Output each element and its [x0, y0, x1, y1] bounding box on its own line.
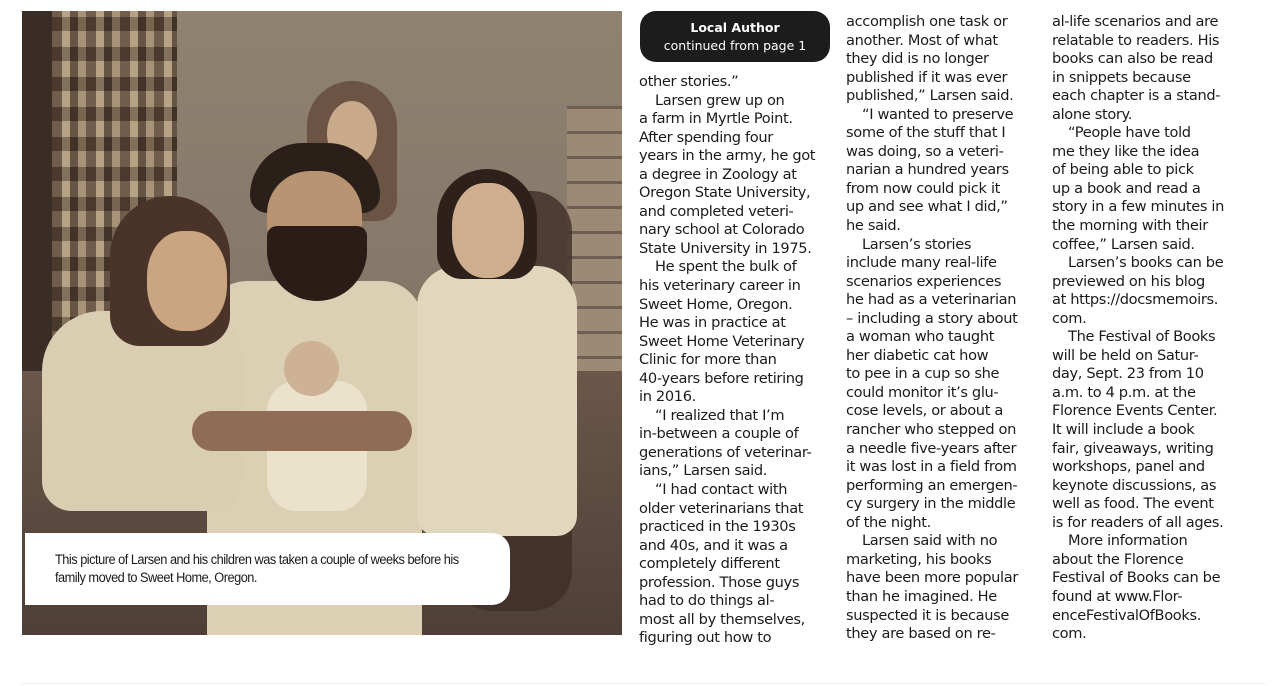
continuation-header	[640, 11, 830, 62]
article-line: a needle five-years after	[846, 439, 1017, 457]
article-line: Larsen’s stories	[862, 235, 972, 253]
article-line: rancher who stepped on	[846, 421, 1017, 439]
article-line: State University in 1975.	[639, 239, 812, 257]
article-line: about the Florence	[1052, 550, 1184, 568]
article-line: day, Sept. 23 from 10	[1052, 365, 1204, 383]
article-line: than he imagined. He	[846, 587, 997, 605]
article-line: completely different	[639, 555, 780, 573]
article-line: profession. Those guys	[639, 573, 800, 591]
article-line: he said.	[846, 217, 901, 235]
article-line: marketing, his books	[846, 550, 992, 568]
photo-father-arm	[192, 411, 412, 451]
article-line: have been more popular	[846, 569, 1018, 587]
article-line: will be held on Satur-	[1052, 346, 1199, 364]
article-line: to pee in a cup so she	[846, 365, 1000, 383]
article-line: of the night.	[846, 513, 931, 531]
article-line: com.	[1052, 309, 1087, 327]
article-line: me they like the idea	[1052, 142, 1200, 160]
article-line: suspected it is because	[846, 606, 1010, 624]
article-line: “People have told	[1068, 124, 1191, 142]
article-line: up and see what I did,”	[846, 198, 1008, 216]
section-label: Local Author	[690, 20, 780, 35]
article-line: in snippets because	[1052, 68, 1191, 86]
article-line: He was in practice at	[639, 314, 786, 332]
article-line: had to do things al-	[639, 592, 775, 610]
article-line: Florence Events Center.	[1052, 402, 1218, 420]
article-line: could monitor it’s glu-	[846, 383, 999, 401]
article-line: Larsen grew up on	[655, 91, 785, 109]
article-line: practiced in the 1930s	[639, 518, 796, 536]
article-line: they are based on re-	[846, 625, 996, 643]
caption-line: This picture of Larsen and his children was taken a couple of weeks before his	[55, 552, 459, 568]
photo-baby-face	[284, 341, 339, 396]
article-line: generations of veterinar-	[639, 443, 812, 461]
article-line: the morning with their	[1052, 217, 1208, 235]
article-line: found at www.Flor-	[1052, 587, 1183, 605]
article-line: al-life scenarios and are	[1052, 13, 1219, 30]
photo-caption-box	[25, 533, 510, 605]
article-line: published,” Larsen said.	[846, 87, 1014, 105]
article-line: of being able to pick	[1052, 161, 1194, 179]
article-line: story in a few minutes in	[1052, 198, 1225, 216]
article-line: another. Most of what	[846, 31, 998, 49]
article-line: in 2016.	[639, 388, 696, 406]
article-line: and completed veteri-	[639, 202, 794, 220]
article-line: Clinic for more than	[639, 351, 777, 369]
article-line: relatable to readers. His	[1052, 31, 1220, 49]
article-line: Oregon State University,	[639, 184, 811, 202]
article-line: his veterinary career in	[639, 277, 801, 295]
article-line: performing an emergen-	[846, 476, 1018, 494]
article-line: previewed on his blog	[1052, 272, 1205, 290]
photo-child-left-face	[147, 231, 227, 331]
article-line: up a book and read a	[1052, 179, 1201, 197]
article-line: and 40s, and it was a	[639, 536, 788, 554]
article-line: a woman who taught	[846, 328, 995, 346]
article-line: they did is no longer	[846, 50, 989, 68]
article-line: cose levels, or about a	[846, 402, 1003, 420]
article-line: include many real-life	[846, 254, 997, 272]
article-line: Festival of Books can be	[1052, 569, 1221, 587]
article-line: some of the stuff that I	[846, 124, 1006, 142]
continued-from-label: continued from page 1	[663, 38, 807, 53]
article-line: Larsen said with no	[862, 532, 998, 550]
article-line: workshops, panel and	[1052, 458, 1205, 476]
article-line: well as food. The event	[1052, 495, 1214, 513]
article-line: cy surgery in the middle	[846, 495, 1016, 513]
article-line: accomplish one task or	[846, 13, 1008, 30]
article-line: from now could pick it	[846, 179, 1001, 197]
article-line: More information	[1068, 532, 1188, 550]
article-line: is for readers of all ages.	[1052, 513, 1224, 531]
article-line: most all by themselves,	[639, 610, 805, 628]
article-line: Sweet Home Veterinary	[639, 332, 805, 350]
photo-caption	[55, 551, 487, 587]
article-line: scenarios experiences	[846, 272, 1002, 290]
article-column-1	[639, 73, 839, 648]
article-line: The Festival of Books	[1068, 328, 1216, 346]
article-line: 40-years before retiring	[639, 369, 804, 387]
article-line: was doing, so a veteri-	[846, 142, 1004, 160]
article-line: “I realized that I’m	[655, 406, 785, 424]
caption-line: family moved to Sweet Home, Oregon.	[55, 570, 257, 586]
article-line: he had as a veterinarian	[846, 291, 1017, 309]
page-bottom-rule	[20, 683, 1266, 684]
article-line: books can also be read	[1052, 50, 1213, 68]
article-line: – including a story about	[846, 309, 1018, 327]
article-line: older veterinarians that	[639, 499, 804, 517]
article-line: After spending four	[639, 128, 773, 146]
article-line: at https://docsmemoirs.	[1052, 291, 1219, 309]
article-line: fair, giveaways, writing	[1052, 439, 1214, 457]
article-line: Sweet Home, Oregon.	[639, 295, 793, 313]
article-line: narian a hundred years	[846, 161, 1009, 179]
photo-child-right-face	[452, 183, 524, 278]
article-line: it was lost in a field from	[846, 458, 1017, 476]
article-line: keynote discussions, as	[1052, 476, 1217, 494]
article-line: other stories.”	[639, 73, 739, 90]
article-line: her diabetic cat how	[846, 346, 989, 364]
article-line: published if it was ever	[846, 68, 1008, 86]
article-line: alone story.	[1052, 105, 1133, 123]
article-line: coffee,” Larsen said.	[1052, 235, 1195, 253]
article-line: a.m. to 4 p.m. at the	[1052, 383, 1196, 401]
article-column-3	[1052, 13, 1262, 644]
article-line: ians,” Larsen said.	[639, 462, 768, 480]
article-line: Larsen’s books can be	[1068, 254, 1224, 272]
article-line: “I wanted to preserve	[862, 105, 1014, 123]
article-line: figuring out how to	[639, 629, 772, 647]
photo-child-right-body	[417, 266, 577, 536]
article-line: It will include a book	[1052, 421, 1195, 439]
article-line: each chapter is a stand-	[1052, 87, 1221, 105]
article-line: a farm in Myrtle Point.	[639, 110, 793, 128]
article-line: He spent the bulk of	[655, 258, 797, 276]
article-line: “I had contact with	[655, 481, 788, 499]
article-line: a degree in Zoology at	[639, 165, 797, 183]
article-column-2	[846, 13, 1046, 644]
article-line: com.	[1052, 625, 1087, 643]
article-line: nary school at Colorado	[639, 221, 805, 239]
article-line: in-between a couple of	[639, 425, 799, 443]
article-line: enceFestivalOfBooks.	[1052, 606, 1202, 624]
article-line: years in the army, he got	[639, 147, 816, 165]
